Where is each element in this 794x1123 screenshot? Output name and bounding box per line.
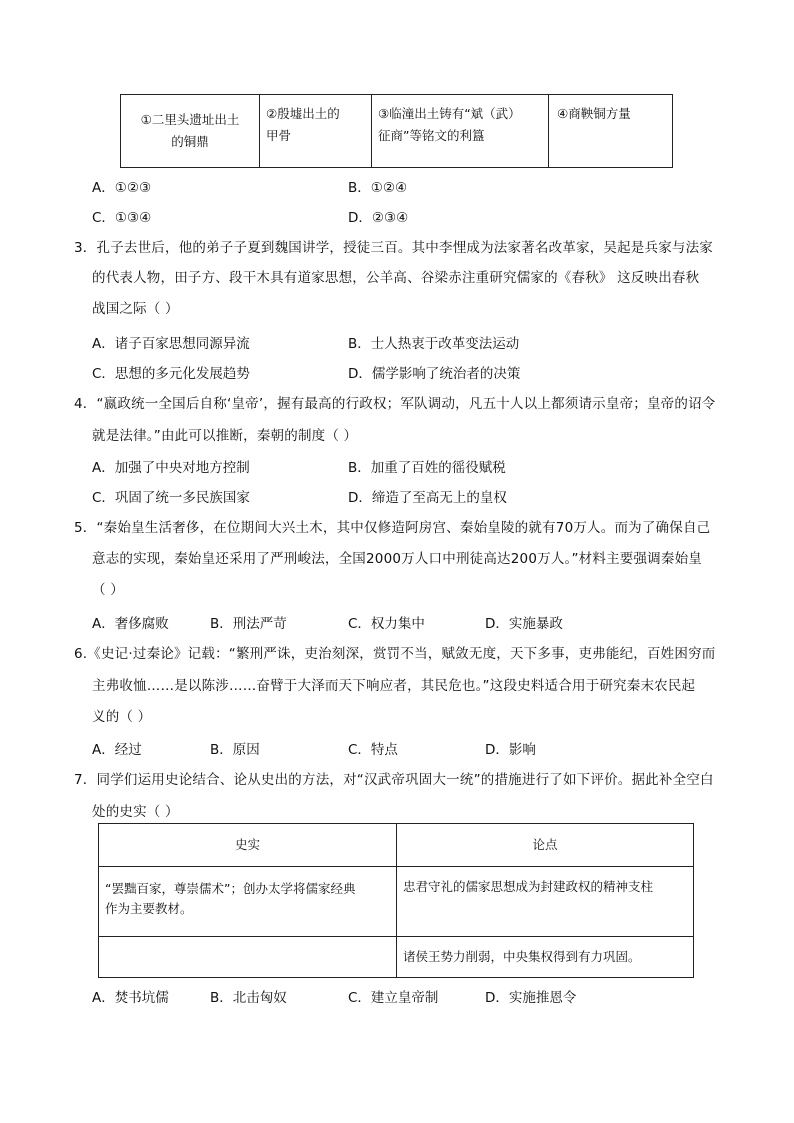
q7-option-c[interactable]: C．建立皇帝制 xyxy=(348,990,439,1006)
q2-cell-3-line2: 征商”等铭文的利簋 xyxy=(378,128,485,143)
q7-header-fact-label: 史实 xyxy=(234,837,260,852)
q7-option-d[interactable]: D．实施推恩令 xyxy=(485,990,577,1006)
q7-header-point-label: 论点 xyxy=(532,837,558,852)
q4-option-d[interactable]: D．缔造了至高无上的皇权 xyxy=(348,490,507,506)
q5-stem-line3: （ ） xyxy=(92,582,124,598)
q7-header-fact xyxy=(99,824,397,867)
q2-cell-4 xyxy=(549,95,673,168)
q7-row2-point-text: 诸侯王势力削弱，中央集权得到有力巩固。 xyxy=(403,949,641,964)
q7-row1-fact-line2: 作为主要教材。 xyxy=(105,901,193,916)
q3-option-b[interactable]: B．士人热衷于改革变法运动 xyxy=(348,336,520,352)
q2-cell-4-line1: ④商鞅铜方量 xyxy=(557,106,631,121)
q6-option-d[interactable]: D．影响 xyxy=(485,742,536,758)
q2-option-a[interactable]: A．①②③ xyxy=(92,180,152,196)
q2-cell-2 xyxy=(260,95,372,168)
q3-stem-line2: 的代表人物，田子方、段干木具有道家思想，公羊高、谷梁赤注重研究儒家的《春秋》 这反映出春秋 xyxy=(92,270,700,286)
q3-option-a[interactable]: A．诸子百家思想同源异流 xyxy=(92,336,250,352)
q6-option-c[interactable]: C．特点 xyxy=(348,742,398,758)
q2-option-c[interactable]: C．①③④ xyxy=(92,210,152,226)
q5-option-c[interactable]: C．权力集中 xyxy=(348,616,425,632)
q7-row2-fact-blank xyxy=(99,937,397,978)
q6-stem-line2: 主弗收恤……是以陈涉……奋臂于大泽而天下响应者，其民危也。”这段史料适合用于研究秦末农民起 xyxy=(92,678,696,694)
q4-stem-line1: 4．“嬴政统一全国后自称‘皇帝’，握有最高的行政权；军队调动，凡五十人以上都须请示皇帝；皇帝的诏令 xyxy=(74,396,716,412)
q2-cell-1-line1: ①二里头遗址出土 xyxy=(140,112,240,127)
q2-option-d[interactable]: D．②③④ xyxy=(348,210,409,226)
q7-stem-line1: 7．同学们运用史论结合、论从史出的方法，对“汉武帝巩固大一统”的措施进行了如下评价。据此补全空白 xyxy=(74,772,714,788)
q4-stem-line2: 就是法律。”由此可以推断，秦朝的制度（ ） xyxy=(92,428,358,444)
q3-option-d[interactable]: D．儒学影响了统治者的决策 xyxy=(348,366,521,382)
q2-cell-1 xyxy=(121,95,260,168)
q3-stem-line3: 战国之际（ ） xyxy=(92,301,179,317)
q7-evaluation-table xyxy=(98,823,694,978)
q6-stem-line3: 义的（ ） xyxy=(92,709,152,725)
q3-option-c[interactable]: C．思想的多元化发展趋势 xyxy=(92,366,250,382)
q7-row1-fact-line1: “罢黜百家，尊崇儒术”；创办太学将儒家经典 xyxy=(105,881,356,896)
q6-option-b[interactable]: B．原因 xyxy=(210,742,260,758)
q2-cell-3-line1: ③临潼出土铸有“斌（武） xyxy=(378,106,521,121)
q7-row2-point xyxy=(397,937,694,978)
q6-stem-line1: 6.《史记·过秦论》记载：“繁刑严诛，吏治刻深，赏罚不当，赋敛无度，天下多事，吏弗能纪，百姓困穷而 xyxy=(74,646,716,662)
q7-stem-line2: 处的史实（ ） xyxy=(92,804,179,820)
q7-option-a[interactable]: A．焚书坑儒 xyxy=(92,990,169,1006)
q7-row1-point-text: 忠君守礼的儒家思想成为封建政权的精神支柱 xyxy=(403,879,654,894)
q7-row1-fact xyxy=(99,867,397,937)
q2-cell-2-line1: ②殷墟出土的 xyxy=(266,106,340,121)
q5-stem-line1: 5．“秦始皇生活奢侈，在位期间大兴土木，其中仅修造阿房宫、秦始皇陵的就有70万人。而为了确保自己 xyxy=(74,520,711,536)
q2-sources-table xyxy=(120,94,673,168)
q4-option-c[interactable]: C．巩固了统一多民族国家 xyxy=(92,490,250,506)
q5-stem-line2: 意志的实现，秦始皇还采用了严刑峻法，全国2000万人口中刑徒高达200万人。”材料主要强调秦始皇 xyxy=(92,551,702,567)
q2-cell-1-line2: 的铜鼎 xyxy=(171,134,209,149)
q7-row1-point xyxy=(397,867,694,937)
q7-header-point xyxy=(397,824,694,867)
q2-cell-2-line2: 甲骨 xyxy=(266,128,292,143)
q2-option-b[interactable]: B．①②④ xyxy=(348,180,408,196)
q5-option-b[interactable]: B．刑法严苛 xyxy=(210,616,287,632)
q3-stem-line1: 3．孔子去世后，他的弟子子夏到魏国讲学，授徒三百。其中李悝成为法家著名改革家，吴起是兵家与法家 xyxy=(74,240,713,256)
q5-option-d[interactable]: D．实施暴政 xyxy=(485,616,563,632)
q4-option-b[interactable]: B．加重了百姓的徭役赋税 xyxy=(348,460,506,476)
q7-option-b[interactable]: B．北击匈奴 xyxy=(210,990,287,1006)
q6-option-a[interactable]: A．经过 xyxy=(92,742,142,758)
q2-cell-3 xyxy=(372,95,549,168)
q5-option-a[interactable]: A．奢侈腐败 xyxy=(92,616,169,632)
q4-option-a[interactable]: A．加强了中央对地方控制 xyxy=(92,460,250,476)
